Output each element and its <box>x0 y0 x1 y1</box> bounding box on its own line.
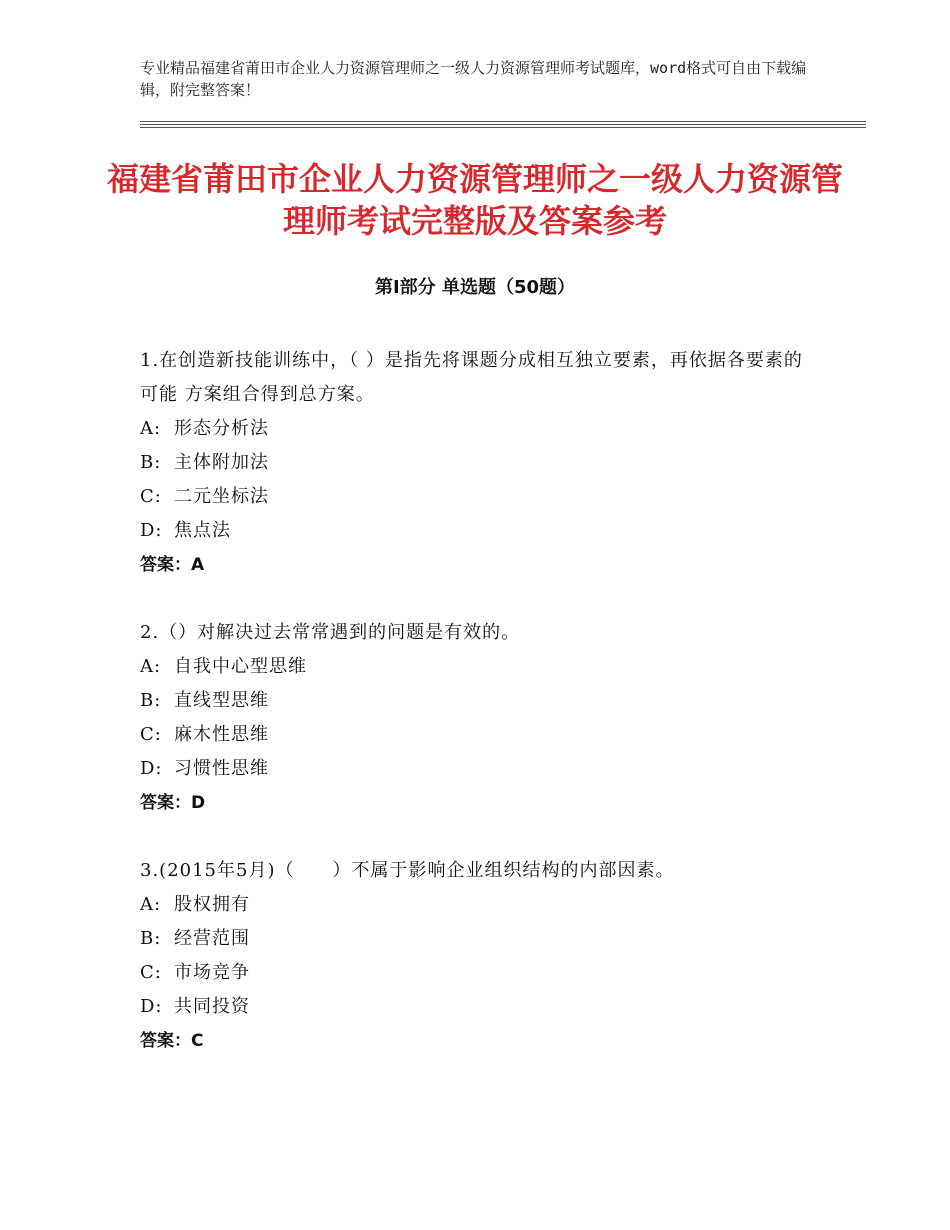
answer-line: 答案：C <box>140 1031 204 1051</box>
option-text: 共同投资 <box>174 996 250 1017</box>
option-b <box>140 922 820 956</box>
option-a <box>140 888 820 922</box>
question-2 <box>140 616 820 820</box>
question-list <box>140 344 820 1092</box>
option-letter: C: <box>140 486 162 507</box>
section-title: 第Ⅰ部分 单选题（50题） <box>374 277 575 298</box>
option-c <box>140 480 820 514</box>
option-text: 麻木性思维 <box>174 724 269 745</box>
option-text: 股权拥有 <box>174 894 250 915</box>
option-letter: D: <box>140 996 163 1017</box>
option-a <box>140 650 820 684</box>
option-c <box>140 956 820 990</box>
option-b <box>140 684 820 718</box>
option-d <box>140 752 820 786</box>
option-letter: C: <box>140 962 162 983</box>
option-letter: A: <box>140 418 162 439</box>
header-note: 专业精品福建省莆田市企业人力资源管理师之一级人力资源管理师考试题库，word格式可自由下载编辑，附完整答案！ <box>140 59 807 99</box>
option-text: 经营范围 <box>174 928 250 949</box>
question-stem: 1.在创造新技能训练中，（ ）是指先将课题分成相互独立要素，再依据各要素的可能 方案组合得到总方案。 <box>140 350 803 405</box>
question-3 <box>140 854 820 1058</box>
option-text: 焦点法 <box>174 520 231 541</box>
option-letter: D: <box>140 520 163 541</box>
option-letter: C: <box>140 724 162 745</box>
question-stem: 3.(2015年5月)（ ）不属于影响企业组织结构的内部因素。 <box>140 860 675 881</box>
option-c <box>140 718 820 752</box>
option-b <box>140 446 820 480</box>
option-letter: B: <box>140 928 162 949</box>
option-d <box>140 514 820 548</box>
option-letter: D: <box>140 758 163 779</box>
header-divider <box>140 127 866 128</box>
option-text: 市场竞争 <box>174 962 250 983</box>
option-letter: A: <box>140 656 162 677</box>
option-text: 二元坐标法 <box>174 486 269 507</box>
option-d <box>140 990 820 1024</box>
question-stem: 2.（）对解决过去常常遇到的问题是有效的。 <box>140 622 521 643</box>
question-1 <box>140 344 820 582</box>
option-letter: B: <box>140 452 162 473</box>
option-text: 习惯性思维 <box>174 758 269 779</box>
option-text: 主体附加法 <box>174 452 269 473</box>
option-text: 自我中心型思维 <box>174 656 307 677</box>
option-letter: B: <box>140 690 162 711</box>
option-letter: A: <box>140 894 162 915</box>
answer-line: 答案：D <box>140 793 206 813</box>
option-text: 直线型思维 <box>174 690 269 711</box>
answer-line: 答案：A <box>140 555 205 575</box>
header-divider <box>140 121 866 122</box>
document-title: 福建省莆田市企业人力资源管理师之一级人力资源管理师考试完整版及答案参考 <box>106 160 843 240</box>
header-divider <box>140 124 866 125</box>
option-a <box>140 412 820 446</box>
option-text: 形态分析法 <box>174 418 269 439</box>
